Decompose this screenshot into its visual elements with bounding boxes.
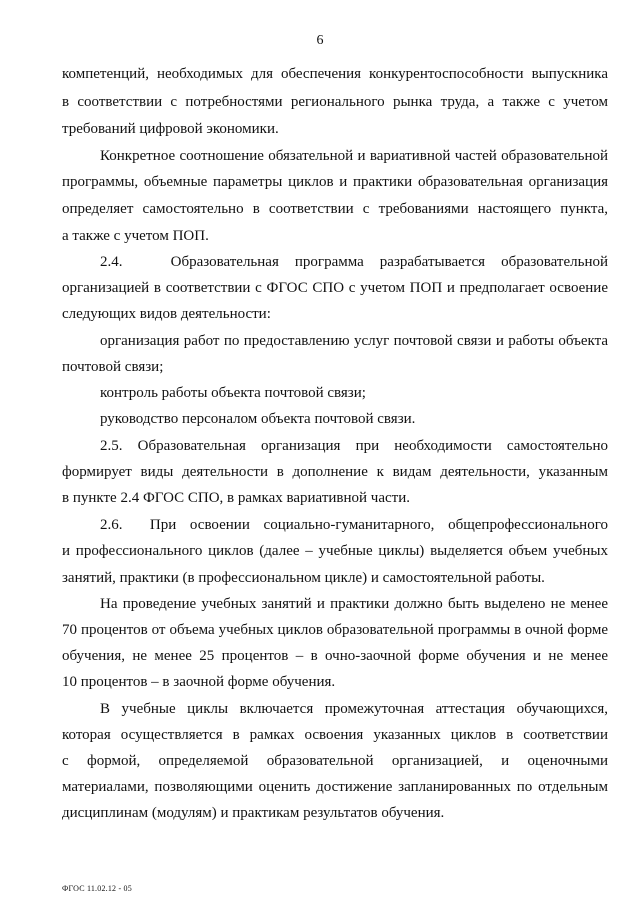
text-line: руководство персоналом объекта почтовой связи.: [100, 411, 416, 427]
text-line: занятий, практики (в профессиональном цикле) и самостоятельной работы.: [62, 570, 545, 586]
text-line: Конкретное соотношение обязательной и вариативной частей образовательной: [100, 148, 608, 164]
text-line: На проведение учебных занятий и практики должно быть выделено не менее: [100, 596, 608, 612]
page-number: 6: [316, 33, 324, 48]
text-line: 70 процентов от объема учебных циклов образовательной программы в очной форме: [62, 622, 608, 638]
text-line: компетенций, необходимых для обеспечения конкурентоспособности выпускника: [62, 66, 608, 82]
text-line: организацией в соответствии с ФГОС СПО с учетом ПОП и предполагает освоение: [62, 280, 608, 296]
text-line: требований цифровой экономики.: [62, 121, 279, 137]
text-line: В учебные циклы включается промежуточная аттестация обучающихся,: [100, 701, 608, 717]
text-line: с формой, определяемой образовательной организацией, и оценочными: [62, 753, 608, 769]
text-line: а также с учетом ПОП.: [62, 228, 209, 244]
text-line: обучения, не менее 25 процентов – в очно-заочной форме обучения и не менее: [62, 648, 608, 664]
text-line: организация работ по предоставлению услуг почтовой связи и работы объекта: [100, 333, 608, 349]
text-line: 2.4. Образовательная программа разрабатывается образовательной: [100, 254, 608, 270]
footer-code: ФГОС 11.02.12 - 05: [62, 884, 132, 893]
text-line: следующих видов деятельности:: [62, 306, 271, 322]
text-line: 2.5. Образовательная организация при необходимости самостоятельно: [100, 438, 608, 454]
text-line: программы, объемные параметры циклов и практики образовательная организация: [62, 174, 608, 190]
text-line: формирует виды деятельности в дополнение к видам деятельности, указанным: [62, 464, 608, 480]
text-line: в соответствии с потребностями регионального рынка труда, а также с учетом: [62, 94, 608, 110]
text-line: которая осуществляется в рамках освоения указанных циклов в соответствии: [62, 727, 608, 743]
text-line: 10 процентов – в заочной форме обучения.: [62, 674, 336, 690]
text-line: определяет самостоятельно в соответствии с требованиями настоящего пункта,: [62, 201, 608, 217]
text-line: почтовой связи;: [62, 359, 164, 375]
text-line: в пункте 2.4 ФГОС СПО, в рамках вариативной части.: [62, 490, 410, 506]
text-line: и профессионального циклов (далее – учебные циклы) выделяется объем учебных: [62, 543, 608, 559]
text-line: контроль работы объекта почтовой связи;: [100, 385, 366, 401]
text-line: дисциплинам (модулям) и практикам результатов обучения.: [62, 805, 445, 821]
text-line: материалами, позволяющими оценить достижение запланированных по отдельным: [62, 779, 608, 795]
text-line: 2.6. При освоении социально-гуманитарного, общепрофессионального: [100, 517, 608, 533]
